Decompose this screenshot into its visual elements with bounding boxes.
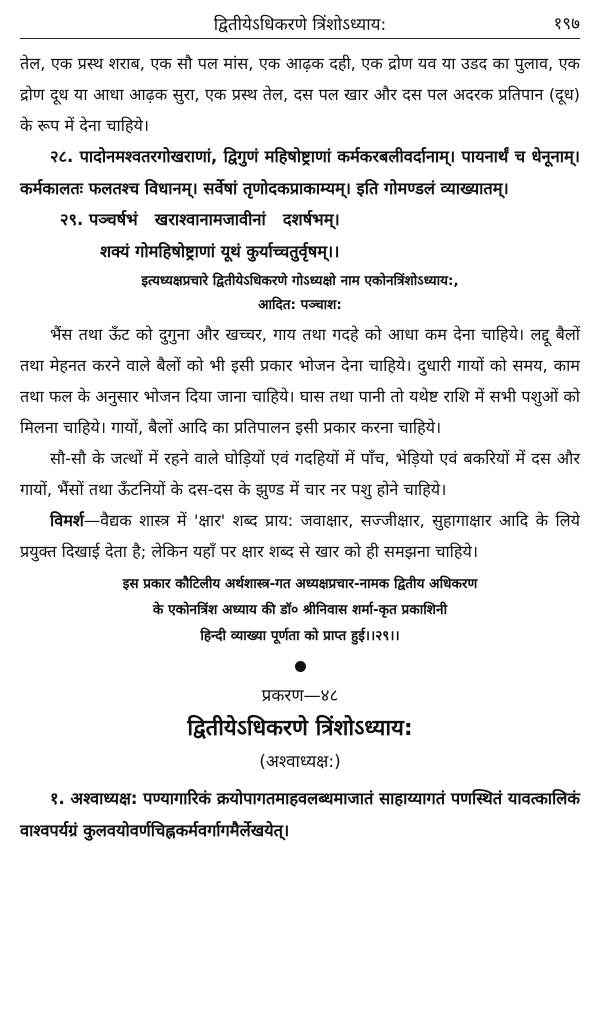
verse-line-1: २९. पञ्चर्षभं खराश्वानामजावीनां दशर्षभम्।	[60, 210, 340, 229]
chapter-title: द्वितीयेऽधिकरणे त्रिंशोऽध्याय:	[187, 716, 413, 741]
hindi-translation-paragraph: भैंस तथा ऊँट को दुगुना और खच्चर, गाय तथा गदहे को आधा कम देना चाहिये। लद्दू बैलों तथा मेहनत करने वाले बैलों को भी इसी प्रकार भोजन देना चाहिये। दुधारी गायों को समय, काम तथा फल के अनुसार भोजन दिया जाना चाहिये। घास तथा पानी तो यथेष्ट राशि में सभी पशुओं को मिलना चाहिये। गायों, बैलों आदि का प्रतिपालन इसी प्रकार करना चाहिये।	[20, 325, 580, 437]
hindi-translation-paragraph-2: सौ-सौ के जत्थों में रहने वाले घोड़ियों एवं गदहियों में पाँच, भेड़ियो एवं बकरियों में दस और गायों, भैंसों तथा ऊँटनियों के दस-दस के झुण्ड में चार नर पशु होने चाहिये।	[20, 449, 580, 499]
sanskrit-colophon	[20, 269, 580, 317]
running-title: द्वितीयेऽधिकरणे त्रिंशोऽध्याय:	[213, 15, 387, 35]
hindi-colophon-line-3: हिन्दी व्याख्या पूर्णता को प्राप्त हुई।।२९।।	[200, 628, 400, 644]
page-header	[0, 10, 600, 36]
header-rule	[20, 38, 580, 39]
vimarsha-note	[20, 505, 580, 567]
hindi-colophon	[20, 571, 580, 649]
sanskrit-verse-29	[60, 204, 580, 267]
page-content	[20, 48, 580, 846]
colophon-line-2: आदित: पञ्चाश:	[258, 297, 342, 313]
vimarsha-text: —वैद्यक शास्त्र में 'क्षार' शब्द प्राय: जवाक्षार, सज्जीक्षार, सुहागाक्षार आदि के लिये प्रयुक्त दिखाई देता है; लेकिन यहाँ पर क्षार शब्द से खार को ही समझना चाहिये।	[20, 511, 580, 561]
sanskrit-sutra-1: १. अश्वाध्यक्ष: पण्यागारिकं क्रयोपागतमाहवलब्धमाजातं साहाय्यागतं पणस्थितं यावत्कालिकं वाश्वपर्यग्रं कुलवयोवर्णचिह्नकर्मवर्गागमैर्लेखयेत्।	[20, 789, 580, 840]
prakaran-heading: प्रकरण—४८	[261, 686, 339, 706]
sanskrit-sutra-28: २८. पादोनमश्वतरगोखराणां, द्विगुणं महिषोष्ट्राणां कर्मकरबलीवर्दानाम्। पायनार्थं च धेनूनाम्। कर्मकालतः फलतश्च विधानम्। सर्वेषां तृणोदकप्राकाम्यम्। इति गोमण्डलं व्याख्यातम्।	[20, 147, 580, 198]
chapter-subtitle: (अश्वाध्यक्ष:)	[259, 752, 341, 772]
section-separator	[20, 653, 580, 677]
bullet-dot-icon	[295, 661, 306, 672]
page-number: १९७	[553, 14, 580, 34]
colophon-line-1: इत्यध्यक्षप्रचारे द्वितीयेऽधिकरणे गोऽध्यक्षो नाम एकोनत्रिंशोऽध्याय:,	[141, 273, 459, 289]
hindi-paragraph-continued: तेल, एक प्रस्थ शराब, एक सौ पल मांस, एक आढ़क दही, एक द्रोण यव या उडद का पुलाव, एक द्रोण दूध या आधा आढ़क सुरा, एक प्रस्थ तेल, दस पल खार और दस पल अदरक प्रतिपान (दूध) के रूप में देना चाहिये।	[20, 54, 580, 135]
hindi-colophon-line-1: इस प्रकार कौटिलीय अर्थशास्त्र-गत अध्यक्षप्रचार-नामक द्वितीय अधिकरण	[122, 576, 478, 592]
hindi-colophon-line-2: के एकोनत्रिंश अध्याय की डॉ० श्रीनिवास शर्मा-कृत प्रकाशिनी	[152, 602, 448, 618]
verse-line-2: शक्यं गोमहिषोष्ट्राणां यूथं कुर्याच्चतुर्वृषम्।।	[100, 241, 340, 261]
vimarsha-label: विमर्श	[50, 511, 84, 530]
